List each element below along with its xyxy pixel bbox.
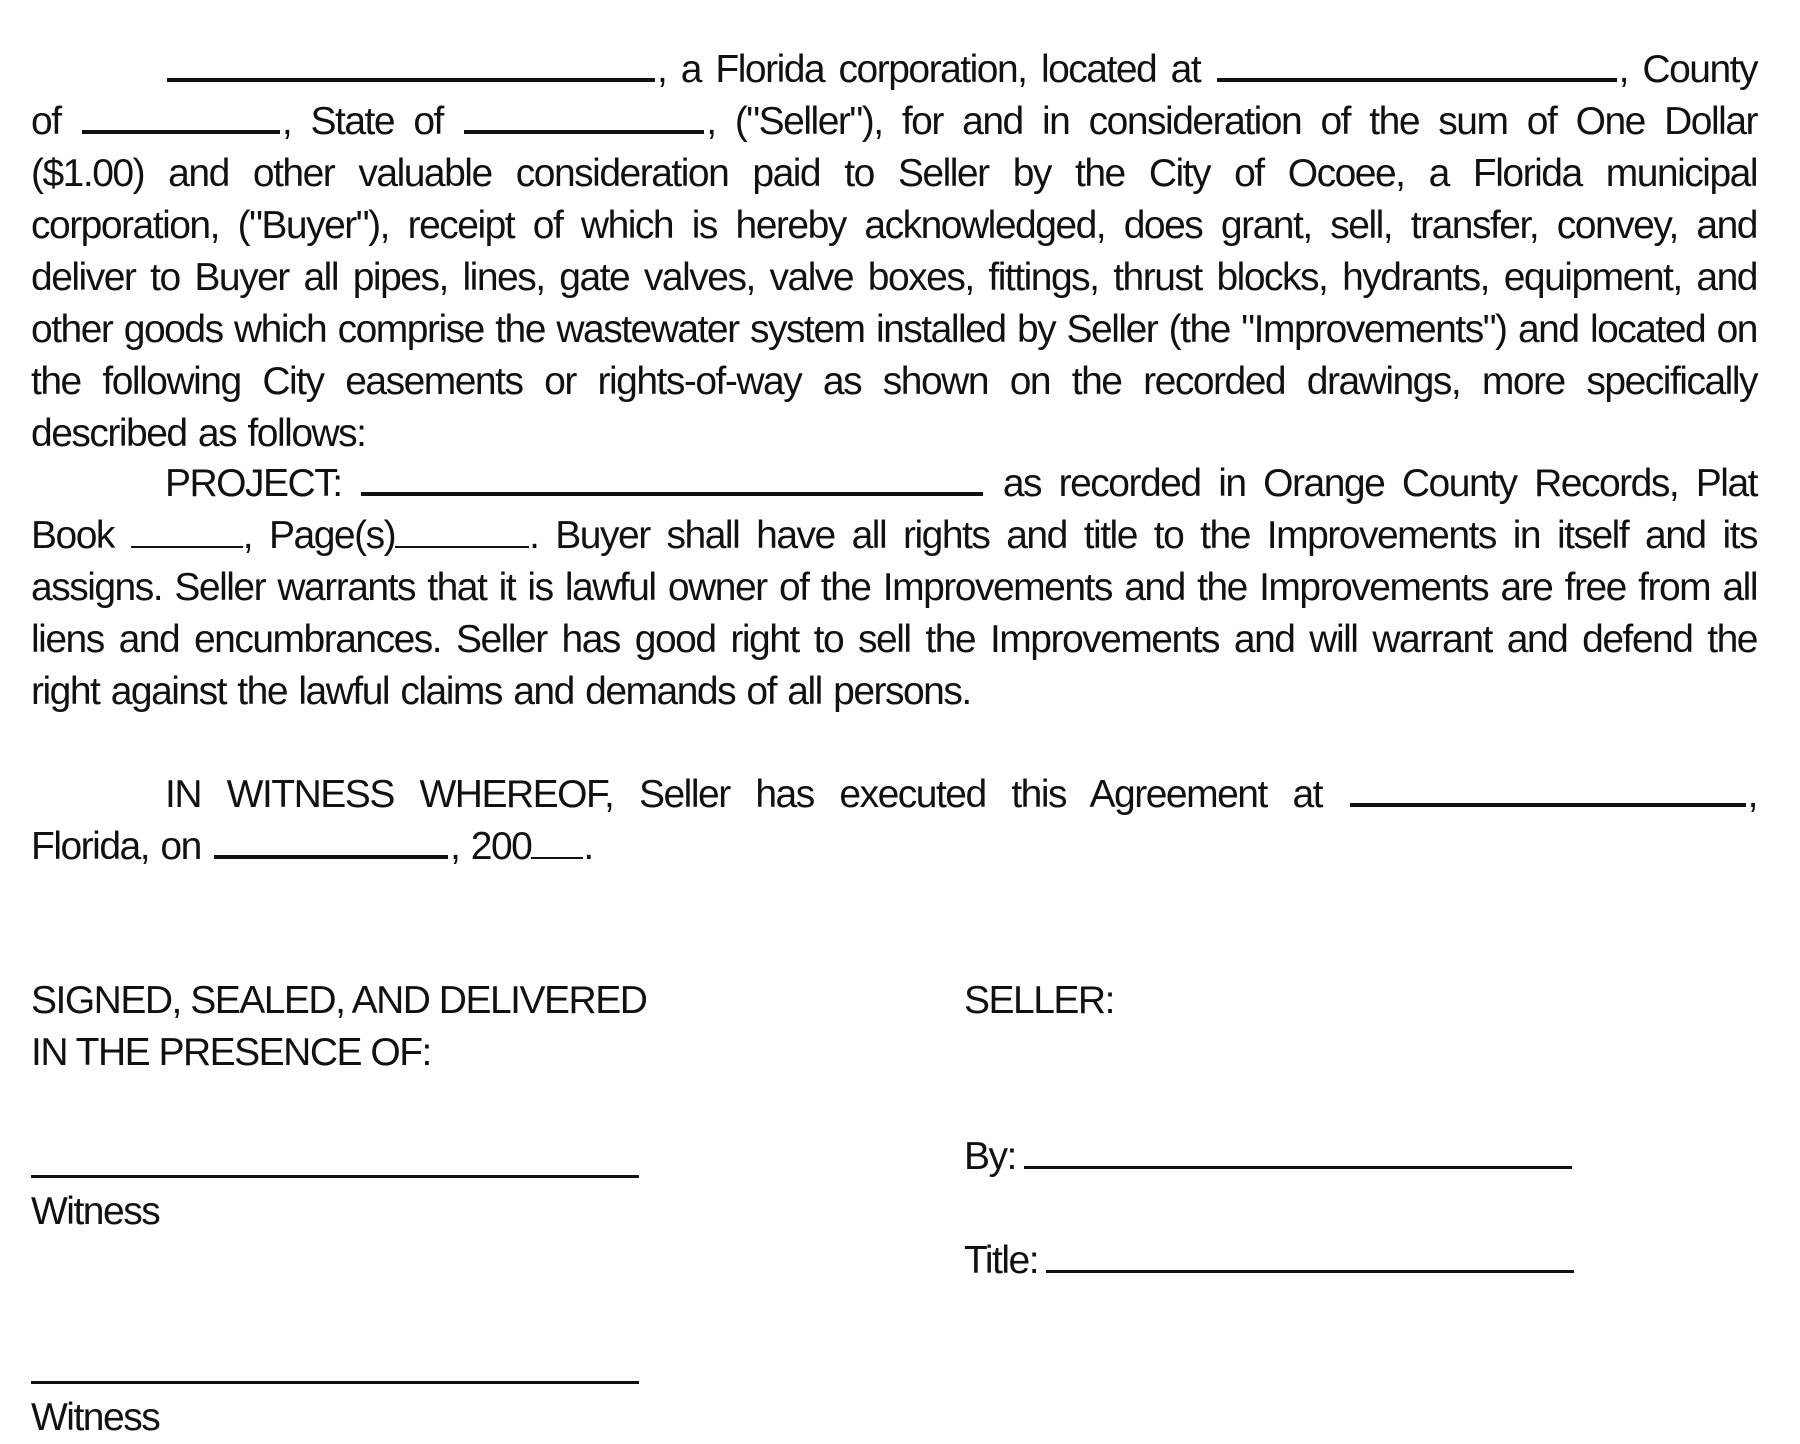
by-field bbox=[964, 1131, 1572, 1183]
execution-location-blank[interactable] bbox=[1350, 803, 1746, 807]
year-blank[interactable] bbox=[531, 857, 583, 859]
county-blank[interactable] bbox=[82, 130, 280, 134]
title-signature-line[interactable] bbox=[1046, 1270, 1574, 1273]
conveyance-paragraph bbox=[31, 44, 1757, 460]
witness-1-signature-line[interactable] bbox=[31, 1175, 639, 1178]
witness-whereof-text: IN WITNESS WHEREOF, Seller has executed this Agreement at bbox=[165, 773, 1322, 816]
witness-1-label: Witness bbox=[31, 1190, 160, 1233]
by-signature-line[interactable] bbox=[1024, 1166, 1572, 1169]
page-text: , Page(s) bbox=[242, 514, 396, 557]
signed-sealed-heading: SIGNED, SEALED, AND DELIVERED bbox=[31, 979, 647, 1022]
project-label: PROJECT: bbox=[165, 462, 342, 505]
witness-2-signature-line[interactable] bbox=[31, 1381, 639, 1384]
corporation-text: , a Florida corporation, located at bbox=[657, 48, 1201, 91]
witness-paragraph bbox=[31, 769, 1757, 873]
recorded-text: as recorded in Orange County Records, Plat Book bbox=[31, 462, 1757, 557]
seller-name-blank[interactable] bbox=[167, 78, 655, 82]
title-label: Title: bbox=[964, 1239, 1039, 1282]
state-blank[interactable] bbox=[464, 130, 704, 134]
county-text: , County of bbox=[31, 48, 1757, 143]
project-paragraph bbox=[31, 458, 1757, 718]
rights-warranty-text: . Buyer shall have all rights and title to the Improvements in itself and its assigns. Seller warrants that it is lawful owner of the Improvements and the Improvements are free from all liens and encumbrances. Seller has good right to sell the Improvements and will warrant and defend the right against the lawful claims and demands of all persons. bbox=[31, 514, 1757, 713]
florida-text: , Florida, on bbox=[31, 773, 1757, 868]
witness-2-label: Witness bbox=[31, 1396, 160, 1439]
end-period: . bbox=[583, 825, 593, 868]
title-field bbox=[964, 1235, 1574, 1287]
presence-of-heading: IN THE PRESENCE OF: bbox=[31, 1031, 431, 1074]
seller-heading: SELLER: bbox=[964, 979, 1114, 1022]
page-blank[interactable] bbox=[395, 546, 529, 548]
project-blank[interactable] bbox=[361, 492, 983, 496]
year-text: , 200 bbox=[450, 825, 532, 868]
state-text: , State of bbox=[281, 100, 443, 143]
by-label: By: bbox=[964, 1135, 1016, 1178]
seller-consideration-text: , ("Seller"), for and in consideration of the sum of One Dollar ($1.00) and other valuable consideration paid to Seller by the City of Ocoee, a Florida municipal corporation, ("Buyer"), receipt of which is hereby acknowledged, does grant, sell, transfer, convey, and deliver to Buyer all pipes, lines, gate valves, valve boxes, fittings, thrust blocks, hydrants, equipment, and other goods which comprise the wastewater system installed by Seller (the "Improvements") and located on the following City easements or rights-of-way as shown on the recorded drawings, more specifically described as follows: bbox=[31, 100, 1757, 455]
plat-book-blank[interactable] bbox=[131, 546, 243, 548]
location-blank[interactable] bbox=[1217, 78, 1617, 82]
execution-date-blank[interactable] bbox=[214, 855, 448, 859]
